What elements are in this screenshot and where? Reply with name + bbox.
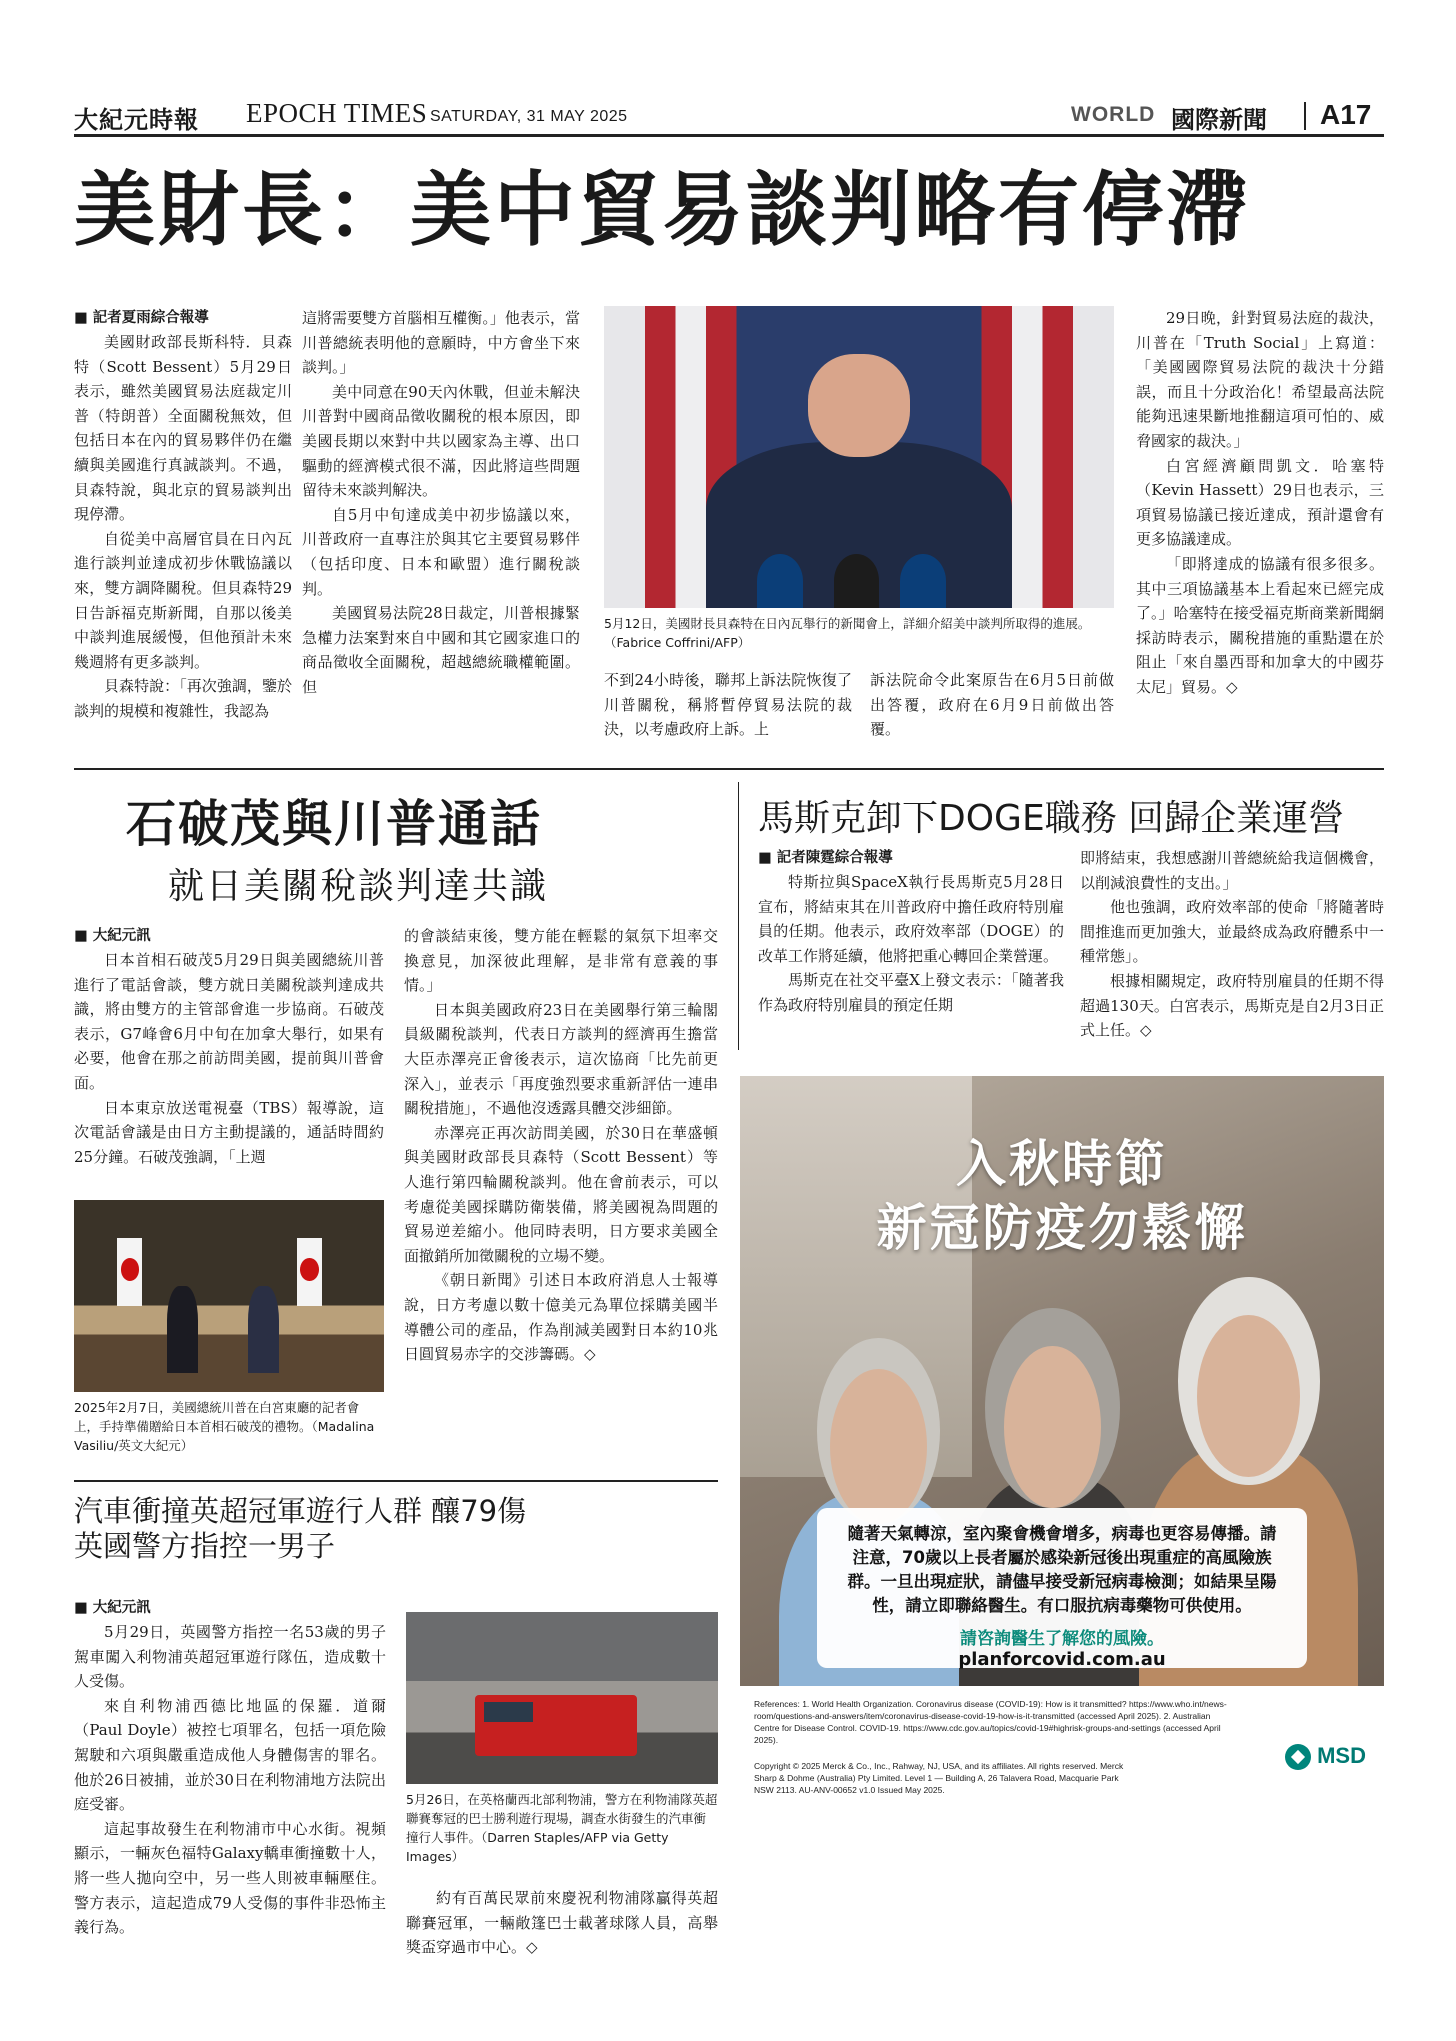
uk-column-1: [74, 1596, 386, 1940]
japan-paragraph: 日本與美國政府23日在美國舉行第三輪閣員級關稅談判，代表日方談判的經濟再生擔當大臣赤澤亮正會後表示，這次協商「比先前更深入」，並表示「再度強烈要求重新評估一連串關稅措施」，不過他沒透露具體交涉細節。: [404, 1000, 718, 1118]
liverpool-photo: [406, 1612, 718, 1784]
lead-column-5: [1136, 306, 1384, 700]
masthead-page-number: A17: [1320, 99, 1372, 130]
covid-ad: [740, 1076, 1384, 1848]
ad-footer: [740, 1686, 1384, 1848]
japan-photo: [74, 1200, 384, 1392]
ad-title-line1: 入秋時節: [956, 1135, 1168, 1193]
lead-byline: ■ 記者夏雨綜合報導: [74, 306, 292, 330]
japan-photo-caption: 2025年2月7日，美國總統川普在白宮東廳的記者會上，手持準備贈給日本首相石破茂的禮物。（Madalina Vasiliu/英文大紀元）: [74, 1400, 375, 1453]
liverpool-photo-caption: 5月26日，在英格蘭西北部利物浦，警方在利物浦隊英超聯賽奪冠的巴士勝利遊行現場，調查水街發生的汽車衝撞行人事件。（Darren Staples/AFP via Getty Images）: [406, 1792, 718, 1864]
uk-paragraph: 約有百萬民眾前來慶祝利物浦隊贏得英超聯賽冠軍，一輛敞篷巴士載著球隊人員，高舉獎盃穿過市中心。◇: [406, 1889, 718, 1957]
masthead-brand-cn: 大紀元時報: [74, 105, 199, 134]
musk-paragraph: 即將結束，我想感謝川普總統給我這個機會，以削減浪費性的支出。」: [1080, 849, 1384, 892]
lead-paragraph: 訴法院命令此案原告在6月5日前做出答覆，政府在6月9日前做出答覆。: [870, 671, 1114, 739]
lead-column-2: [302, 306, 580, 700]
uk-headline-line1: 汽車衝撞英超冠軍遊行人群 釀79傷: [74, 1494, 527, 1528]
japan-column-2: [404, 924, 718, 1367]
lead-paragraph: 自從美中高層官員在日內瓦進行談判並達成初步休戰協議以來，雙方調降關稅。但貝森特29日告訴福克斯新聞，自那以後美中談判進展緩慢，但他預計未來幾週將有更多談判。: [74, 529, 292, 671]
masthead-brand-en: EPOCH TIMES: [246, 98, 428, 128]
section-rule: [74, 1480, 718, 1482]
ad-message-box: [817, 1508, 1306, 1668]
lead-column-1: [74, 306, 292, 724]
lead-paragraph: 「即將達成的協議有很多很多。其中三項協議基本上看起來已經完成了。」哈塞特在接受福克斯商業新聞網採訪時表示，關稅措施的重點還在於阻止「來自墨西哥和加拿大的中國芬太尼」貿易。◇: [1136, 554, 1384, 696]
msd-logo-text: MSD: [1317, 1742, 1366, 1768]
column-divider: [738, 782, 739, 1050]
musk-paragraph: 根據相關規定，政府特別雇員的任期不得超過130天。白宮表示，馬斯克是自2月3日正式上任。◇: [1080, 971, 1384, 1040]
lead-headline: 美財長：美中貿易談判略有停滯: [74, 163, 1251, 258]
uk-paragraph: 這起事故發生在利物浦市中心水街。視頻顯示，一輛灰色福特Galaxy轎車衝撞數十人，將一些人拋向空中，另一些人則被車輛壓住。警方表示，這起造成79人受傷的事件非恐怖主義行為。: [74, 1819, 386, 1937]
msd-logo: [1285, 1744, 1366, 1770]
ad-copyright: Copyright © 2025 Merck & Co., Inc., Rahway, NJ, USA, and its affiliates. All rights reserved. Merck Sharp & Dohme (Australia) Pty Limited. Level 1 — Building A, 26 Talavera Road, Macquarie Park NSW 2113. AU-ANV-00652 v1.0 Issued May 2025.: [754, 1761, 1124, 1795]
musk-paragraph: 特斯拉與SpaceX執行長馬斯克5月28日宣布，將結束其在川普政府中擔任政府特別雇員的任期。他表示，政府效率部（DOGE）的改革工作將延續，他將把重心轉回企業營運。: [758, 873, 1064, 965]
lead-paragraph: 29日晚，針對貿易法庭的裁決，川普在「Truth Social」上寫道：「美國國際貿易法院的裁決十分錯誤，而且十分政治化！希望最高法院能夠迅速果斷地推翻這項可怕的、威脅國家的裁決。」: [1136, 309, 1384, 450]
ad-website-link[interactable]: planforcovid.com.au: [958, 1649, 1166, 1670]
ad-title-line2: 新冠防疫勿鬆懈: [876, 1199, 1248, 1257]
uk-column-2: [406, 1886, 718, 1960]
musk-paragraph: 馬斯克在社交平臺X上發文表示：「隨著我作為政府特別雇員的預定任期: [758, 971, 1064, 1014]
japan-headline: 石破茂與川普通話: [126, 794, 542, 853]
uk-paragraph: 5月29日，英國警方指控一名53歲的男子駕車闖入利物浦英超冠軍遊行隊伍，造成數十人受傷。: [74, 1623, 386, 1691]
japan-paragraph: 的會談結束後，雙方能在輕鬆的氣氛下坦率交換意見，加深彼此理解，是非常有意義的事情。」: [404, 927, 718, 995]
japan-subhead: 就日美關稅談判達共識: [168, 866, 549, 907]
japan-column-1: [74, 924, 384, 1169]
bessent-photo: [604, 306, 1114, 608]
lead-paragraph: 不到24小時後，聯邦上訴法院恢復了川普關稅，稱將暫停貿易法院的裁決，以考慮政府上訴。上: [604, 671, 852, 739]
bessent-photo-caption: 5月12日，美國財長貝森特在日內瓦舉行的新聞會上，詳細介紹美中談判所取得的進展。（Fabrice Coffrini/AFP）: [604, 616, 1091, 650]
uk-headline-line2: 英國警方指控一男子: [74, 1529, 336, 1564]
masthead-divider: [1304, 102, 1306, 130]
masthead-date: SATURDAY, 31 MAY 2025: [430, 108, 628, 125]
section-rule: [74, 768, 1384, 770]
lead-paragraph: 自5月中旬達成美中初步協議以來，川普政府一直專注於與其它主要貿易夥伴（包括印度、日本和歐盟）進行關稅談判。: [302, 505, 580, 598]
lead-paragraph: 美國貿易法院28日裁定，川普根據緊急權力法案對來自中國和其它國家進口的商品徵收全面關稅，超越總統職權範圍。但: [302, 604, 580, 696]
ad-call-to-action: 請咨詢醫生了解您的風險。: [959, 1629, 1164, 1649]
uk-byline: ■ 大紀元訊: [74, 1596, 386, 1620]
lead-paragraph: 美國財政部長斯科特．貝森特（Scott Bessent）5月29日表示，雖然美國貿易法庭裁定川普（特朗普）全面關稅無效，但包括日本在內的貿易夥伴仍在繼續與美國進行真誠談判。不過，貝森特說，與北京的貿易談判出現停滯。: [74, 333, 292, 524]
lead-paragraph: 美中同意在90天內休戰，但並未解決川普對中國商品徵收關稅的根本原因，即美國長期以來對中共以國家為主導、出口驅動的經濟模式很不滿，因此將這些問題留待未來談判解決。: [302, 382, 580, 500]
musk-column-2: [1080, 846, 1384, 1043]
lead-column-4: [870, 668, 1114, 742]
lead-paragraph: 貝森特說：「再次強調，鑒於談判的規模和複雜性，我認為: [74, 677, 292, 720]
lead-paragraph: 白宮經濟顧問凱文．哈塞特（Kevin Hassett）29日也表示，三項貿易協議已接近達成，預計還會有更多協議達成。: [1136, 456, 1384, 549]
japan-byline: ■ 大紀元訊: [74, 924, 384, 948]
musk-column-1: [758, 846, 1064, 1018]
japan-paragraph: 《朝日新聞》引述日本政府消息人士報導說，日方考慮以數十億美元為單位採購美國半導體公司的產品，作為削減美國對日本約10兆日圓貿易赤字的交涉籌碼。◇: [404, 1271, 718, 1364]
musk-byline: ■ 記者陳霆綜合報導: [758, 846, 1064, 870]
masthead-rule: [74, 134, 1384, 137]
musk-headline: 馬斯克卸下DOGE職務 回歸企業運營: [758, 798, 1345, 839]
musk-paragraph: 他也強調，政府效率部的使命「將隨著時間推進而更加強大，並最終成為政府體系中一種常態」。: [1080, 898, 1384, 966]
lead-paragraph: 這將需要雙方首腦相互權衡。」他表示，當川普總統表明他的意願時，中方會坐下來談判。」: [302, 309, 580, 377]
msd-logo-icon: [1285, 1744, 1311, 1770]
japan-paragraph: 日本首相石破茂5月29日與美國總統川普進行了電話會談，雙方就日美關稅談判達成共識，將由雙方的主管部會進一步協商。石破茂表示，G7峰會6月中旬在加拿大舉行，如果有必要，他會在那之前訪問美國，提前與川普會面。: [74, 951, 384, 1092]
masthead-section-cn: 國際新聞: [1171, 106, 1267, 134]
lead-column-3: [604, 668, 852, 742]
japan-paragraph: 日本東京放送電視臺（TBS）報導說，這次電話會議是由日方主動提議的，通話時間約25分鐘。石破茂強調，「上週: [74, 1098, 384, 1166]
uk-headline: [74, 1494, 526, 1565]
ad-references: References: 1. World Health Organization. Coronavirus disease (COVID-19): How is it transmitted? https://www.who.int/news-room/questions-and-answers/item/coronavirus-disease-covid-19-how-is-it-transmitted (accessed April 2025). 2. Australian Centre for Disease Control. COVID-19. https://www.cdc.gov.au/topics/covid-19#highrisk-groups-and-settings (accessed April 2025).: [754, 1699, 1227, 1745]
japan-paragraph: 赤澤亮正再次訪問美國，於30日在華盛頓與美國財政部長貝森特（Scott Bessent）等人進行第四輪關稅談判。他在會前表示，可以考慮從美國採購防衛裝備，將美國視為問題的貿易逆差縮小。他同時表明，日方要求美國全面撤銷所加徵關稅的立場不變。: [404, 1123, 718, 1265]
masthead-section-en: WORLD: [1071, 103, 1156, 126]
uk-paragraph: 來自利物浦西德比地區的保羅．道爾（Paul Doyle）被控七項罪名，包括一項危險駕駛和六項與嚴重造成他人身體傷害的罪名。他於26日被捕，並於30日在利物浦地方法院出庭受審。: [74, 1696, 386, 1814]
ad-message-text: 隨著天氣轉涼，室內聚會機會增多，病毒也更容易傳播。請注意，70歲以上長者屬於感染新冠後出現重症的高風險族群。一旦出現症狀，請儘早接受新冠病毒檢測；如結果呈陽性，請立即聯絡醫生。有口服抗病毒藥物可供使用。: [847, 1524, 1277, 1615]
